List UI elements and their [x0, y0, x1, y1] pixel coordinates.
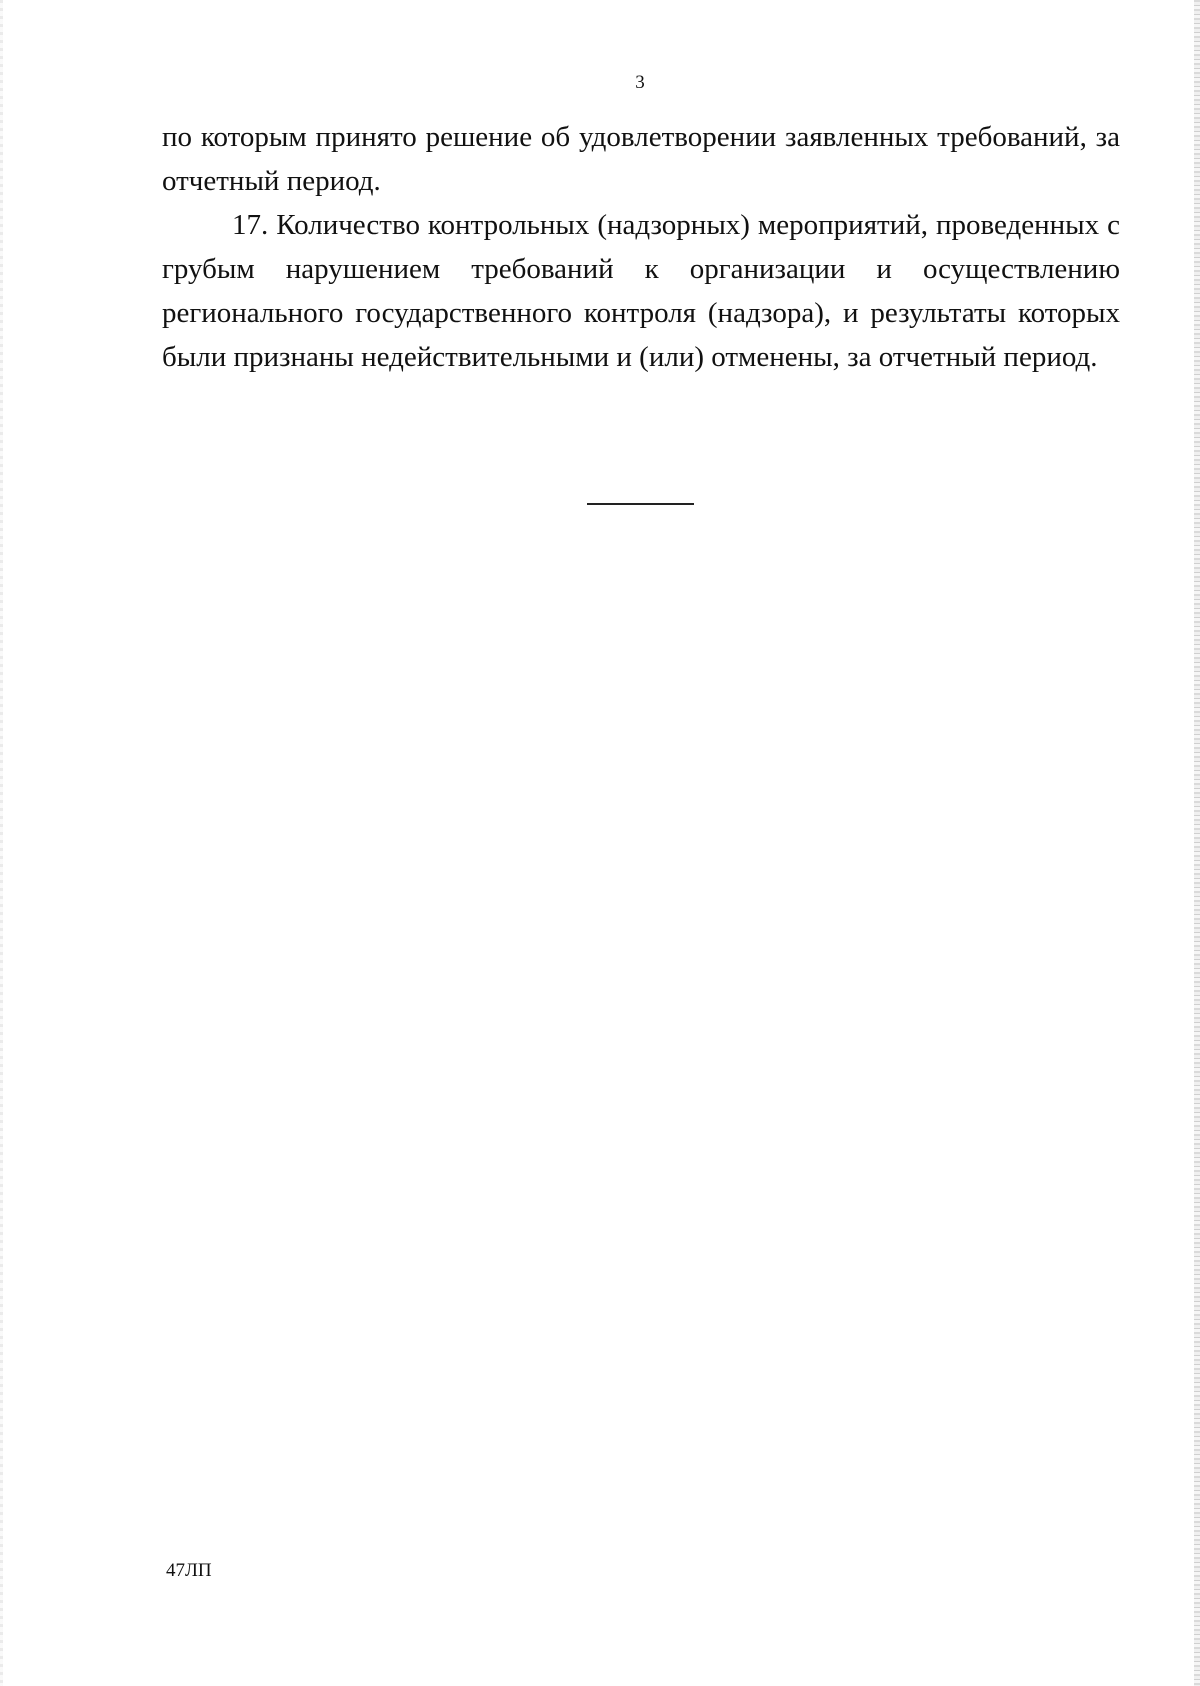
document-body [162, 115, 1120, 379]
scan-edge-right [1194, 0, 1200, 1686]
paragraph-continuation: по которым принято решение об удовлетворении заявленных требований, за отчетный период. [162, 121, 1120, 197]
paragraph-item-17: 17. Количество контрольных (надзорных) мероприятий, проведенных с грубым нарушением требований к организации и осуществлению регионального государственного контроля (надзора), и результаты которых были признаны недействительными и (или) отменены, за отчетный период. [162, 209, 1120, 373]
page-number: 3 [635, 72, 645, 93]
footer-document-code: 47ЛП [166, 1560, 212, 1581]
closing-rule [587, 503, 694, 505]
scan-edge-left [0, 0, 3, 1686]
